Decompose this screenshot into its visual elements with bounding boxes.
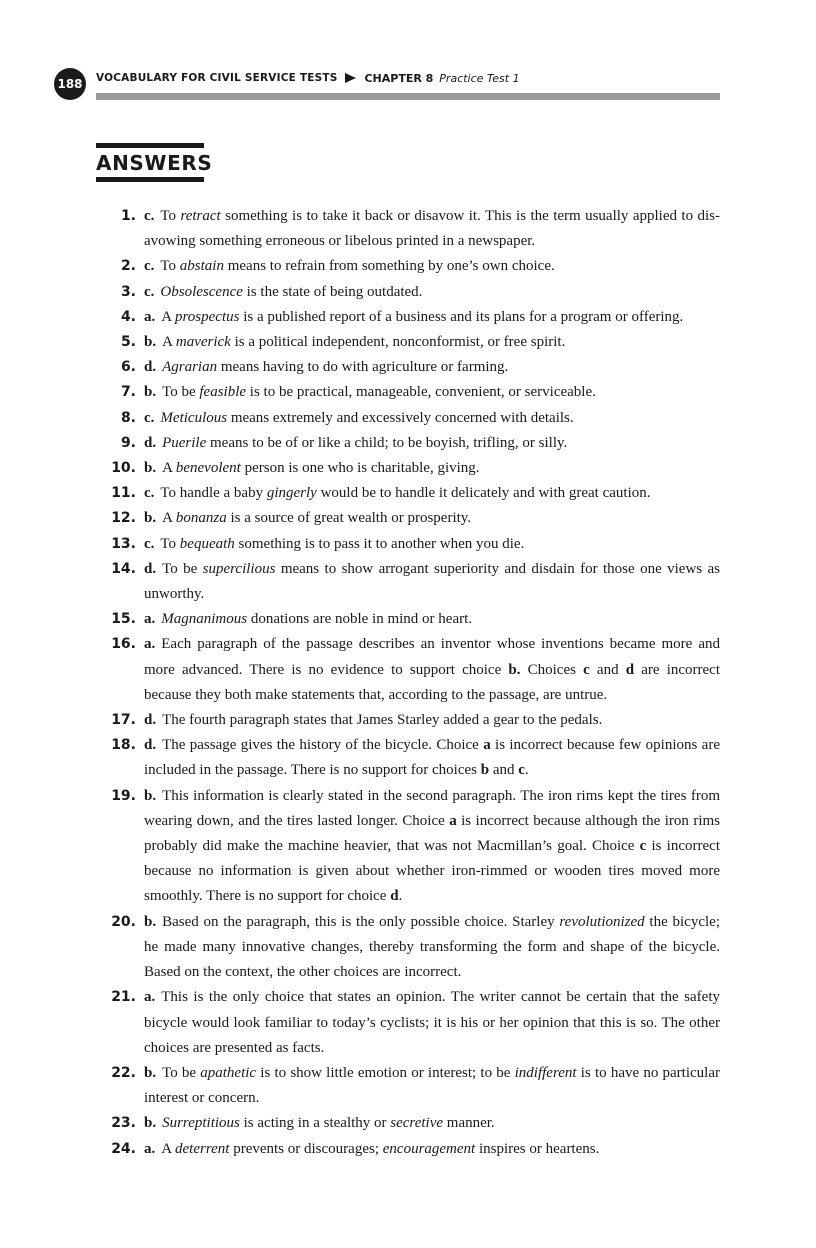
answer-item xyxy=(96,204,720,254)
answer-item xyxy=(96,910,720,986)
choice-ref: c xyxy=(518,762,525,779)
answer-text: person is one who is charitable, giving. xyxy=(240,460,480,477)
answer-text: is a published report of a business and its plans for a program or offering. xyxy=(239,308,684,325)
answer-explanation xyxy=(144,1061,720,1111)
answer-choice: b. xyxy=(144,1115,157,1132)
answer-number: 13. xyxy=(111,535,136,552)
answer-choice: b. xyxy=(144,460,157,477)
answer-choice: a. xyxy=(144,636,156,653)
section-label: Practice Test 1 xyxy=(439,71,520,85)
answer-choice: c. xyxy=(144,535,155,552)
answer-item xyxy=(96,1111,720,1136)
answer-text: is incorrect because few opinions are included in the passage. There is no support for choices xyxy=(144,737,720,779)
answer-text: something is to take it back or disavow it. This is the term usually applied to dis- avowing something erroneous or libelous printed in a newspaper. xyxy=(144,208,720,250)
answer-item xyxy=(96,456,720,481)
vocab-term: encouragement xyxy=(382,1140,476,1157)
answer-text: inspires or heartens. xyxy=(475,1140,600,1157)
answer-item xyxy=(96,330,720,355)
answer-number: 20. xyxy=(111,913,136,930)
section-heading xyxy=(96,143,213,182)
answer-explanation xyxy=(144,481,720,506)
chapter-label: CHAPTER 8 xyxy=(364,71,434,85)
triangle-arrow-icon xyxy=(345,73,356,83)
answer-explanation xyxy=(144,305,720,330)
answer-choice: c. xyxy=(144,258,155,275)
answer-item xyxy=(96,254,720,279)
answer-explanation xyxy=(144,280,720,305)
answer-explanation xyxy=(144,607,720,632)
answer-explanation xyxy=(144,506,720,531)
vocab-term: deterrent xyxy=(175,1140,230,1157)
answer-text: The fourth paragraph states that James Starley added a gear to the pedals. xyxy=(162,712,603,729)
vocab-term: revolutionized xyxy=(559,913,645,930)
answer-number: 14. xyxy=(111,560,136,577)
answer-text: is incorrect because no information is given about whether iron-rimmed or wooden tires moved more smoothly. There is no support for choice xyxy=(144,838,720,905)
answer-number: 15. xyxy=(111,611,136,628)
answer-text: . xyxy=(524,762,529,779)
vocab-term: feasible xyxy=(199,384,247,401)
answer-item xyxy=(96,557,720,607)
answer-text: A xyxy=(162,460,176,477)
vocab-term: retract xyxy=(180,208,221,224)
answer-number: 6. xyxy=(120,359,136,376)
answer-text: A xyxy=(161,308,176,325)
answer-item xyxy=(96,532,720,557)
running-head xyxy=(96,70,520,86)
answer-text: means to be of or like a child; to be boyish, trifling, or silly. xyxy=(206,434,568,451)
answer-choice: a. xyxy=(144,1140,156,1157)
answer-text: prevents or discourages; xyxy=(229,1140,383,1157)
choice-ref: b. xyxy=(508,661,521,678)
answer-item xyxy=(96,355,720,380)
answer-number: 17. xyxy=(111,712,136,729)
answer-choice: b. xyxy=(144,384,157,401)
answer-number: 3. xyxy=(120,283,136,300)
answer-item xyxy=(96,481,720,506)
answer-choice: c. xyxy=(144,283,155,300)
answer-choice: d. xyxy=(144,359,157,376)
answer-explanation xyxy=(144,406,720,431)
answer-text: This is the only choice that states an opinion. The writer cannot be certain that the safety bicycle would look familiar to today’s cyclists; it is his or her opinion that this is so. The other choices are presented as facts. xyxy=(144,989,720,1056)
answer-number: 16. xyxy=(111,636,136,653)
vocab-term: gingerly xyxy=(266,485,317,502)
answer-explanation xyxy=(144,632,720,708)
answer-choice: b. xyxy=(144,334,157,351)
answer-explanation xyxy=(144,431,720,456)
answer-text: means extremely and excessively concerned with details. xyxy=(227,409,574,426)
answer-text: means to show arrogant superiority and disdain for those one views as unworthy. xyxy=(144,560,720,603)
answer-number: 1. xyxy=(120,208,136,224)
answer-number: 24. xyxy=(111,1140,136,1157)
answer-text: means having to do with agriculture or farming. xyxy=(217,359,509,376)
answer-text: Choices xyxy=(520,661,584,678)
answer-explanation xyxy=(144,1137,720,1162)
answer-text: A xyxy=(161,1140,176,1157)
answer-choice: d. xyxy=(144,712,157,729)
page-number: 188 xyxy=(57,77,83,91)
answer-text: To be xyxy=(162,560,203,577)
answer-choice: d. xyxy=(144,434,157,451)
answer-text: To handle a baby xyxy=(160,485,267,502)
answer-text: This information is clearly stated in the second paragraph. The iron rims kept the tires from wearing down, and the tires lasted longer. Choice xyxy=(144,787,720,829)
answer-explanation xyxy=(144,1111,720,1136)
answer-text: donations are noble in mind or heart. xyxy=(247,611,473,628)
choice-ref: c xyxy=(583,661,590,678)
answer-text: is to have no particular interest or concern. xyxy=(144,1064,720,1107)
answer-number: 12. xyxy=(111,510,136,527)
choice-ref: d xyxy=(390,888,399,905)
answer-text: To xyxy=(160,258,180,275)
vocab-term: Agrarian xyxy=(162,359,218,376)
answer-choice: b. xyxy=(144,787,157,804)
answer-number: 5. xyxy=(120,334,136,351)
answer-text: is incorrect because although the iron rims probably did make the machine heavier, that was not Macmillan’s goal. Choice xyxy=(144,812,720,855)
answer-number: 7. xyxy=(120,384,136,401)
page-number-badge xyxy=(54,68,86,100)
answer-text: means to refrain from something by one’s own choice. xyxy=(223,258,555,275)
answer-text: something is to pass it to another when you die. xyxy=(234,535,525,552)
answer-text: is acting in a stealthy or xyxy=(239,1115,391,1132)
answer-number: 23. xyxy=(111,1115,136,1132)
answer-explanation xyxy=(144,708,720,733)
answer-explanation xyxy=(144,557,720,607)
answer-item xyxy=(96,784,720,910)
vocab-term: apathetic xyxy=(200,1064,257,1081)
choice-ref: c xyxy=(639,838,647,855)
answer-item xyxy=(96,305,720,330)
answer-text: To xyxy=(160,208,181,224)
answer-number: 9. xyxy=(120,434,136,451)
answer-item xyxy=(96,1137,720,1162)
answer-number: 19. xyxy=(111,787,136,804)
answer-list xyxy=(96,204,720,1162)
answer-text: is the state of being outdated. xyxy=(242,283,423,300)
answer-item xyxy=(96,607,720,632)
answer-number: 18. xyxy=(111,737,136,754)
vocab-term: Meticulous xyxy=(160,409,228,426)
answer-item xyxy=(96,985,720,1061)
answer-text: and xyxy=(589,661,626,678)
vocab-term: bonanza xyxy=(175,510,227,527)
answer-text: the bicycle; he made many innovative changes, thereby transforming the form and shape of the bicycle. Based on the context, the other choices are incorrect. xyxy=(144,913,720,981)
vocab-term: prospectus xyxy=(175,308,240,325)
answer-text: is a political independent, nonconformist, or free spirit. xyxy=(230,334,566,351)
answer-number: 10. xyxy=(111,460,136,477)
answer-text: A xyxy=(162,334,176,351)
answer-number: 22. xyxy=(111,1064,136,1081)
answer-text: is to show little emotion or interest; to be xyxy=(256,1064,515,1081)
answer-explanation xyxy=(144,784,720,910)
answer-text: manner. xyxy=(443,1115,495,1132)
answer-item xyxy=(96,708,720,733)
choice-ref: b xyxy=(480,762,490,779)
answer-choice: b. xyxy=(144,1064,157,1081)
answer-text: would be to handle it delicately and with great caution. xyxy=(316,485,651,502)
vocab-term: benevolent xyxy=(175,460,241,477)
answer-explanation xyxy=(144,456,720,481)
answer-choice: b. xyxy=(144,913,157,930)
vocab-term: maverick xyxy=(175,334,231,351)
vocab-term: Surreptitious xyxy=(162,1115,240,1132)
answer-text: are incorrect because they both make statements that, according to the passage, are untrue. xyxy=(144,661,721,703)
answer-text: and xyxy=(489,762,519,779)
header-rule xyxy=(96,93,720,100)
answer-choice: c. xyxy=(144,409,155,426)
answer-number: 8. xyxy=(120,409,136,426)
answer-text: A xyxy=(162,510,176,527)
answer-explanation xyxy=(144,204,720,254)
answer-text: To xyxy=(160,535,180,552)
answer-explanation xyxy=(144,532,720,557)
vocab-term: Obsolescence xyxy=(160,283,243,300)
answer-choice: b. xyxy=(144,510,157,527)
answer-explanation xyxy=(144,733,720,783)
answer-choice: a. xyxy=(144,308,156,325)
heading-rule-top xyxy=(96,143,204,148)
answer-text: is to be practical, manageable, convenient, or serviceable. xyxy=(246,384,596,401)
answer-number: 11. xyxy=(111,485,136,502)
answer-text: . xyxy=(398,888,403,905)
answer-text: Based on the paragraph, this is the only possible choice. Starley xyxy=(162,913,560,930)
vocab-term: Magnanimous xyxy=(161,611,248,628)
answer-choice: c. xyxy=(144,485,155,502)
answer-number: 21. xyxy=(111,989,136,1006)
vocab-term: abstain xyxy=(179,258,224,275)
vocab-term: supercilious xyxy=(202,560,276,577)
answer-choice: c. xyxy=(144,208,155,224)
answer-text: To be xyxy=(162,1064,201,1081)
choice-ref: a xyxy=(449,812,457,829)
answer-explanation xyxy=(144,355,720,380)
answer-choice: a. xyxy=(144,989,156,1006)
answer-item xyxy=(96,632,720,708)
vocab-term: Puerile xyxy=(162,434,207,451)
answer-item xyxy=(96,406,720,431)
answer-item xyxy=(96,431,720,456)
answer-explanation xyxy=(144,380,720,405)
answer-text: To be xyxy=(162,384,200,401)
vocab-term: secretive xyxy=(390,1115,444,1132)
answer-explanation xyxy=(144,910,720,986)
answer-item xyxy=(96,1061,720,1111)
answer-number: 2. xyxy=(120,258,136,275)
heading-title: ANSWERS xyxy=(96,151,213,175)
answer-item xyxy=(96,280,720,305)
answer-text: Each paragraph of the passage describes an inventor whose inventions became more and more advanced. There is no evidence to support choice xyxy=(144,636,720,678)
vocab-term: indifferent xyxy=(514,1064,577,1081)
answer-choice: d. xyxy=(144,560,157,577)
answer-item xyxy=(96,380,720,405)
answer-choice: a. xyxy=(144,611,156,628)
answer-explanation xyxy=(144,985,720,1061)
choice-ref: a xyxy=(483,737,491,754)
answer-text: is a source of great wealth or prosperity. xyxy=(226,510,472,527)
answer-number: 4. xyxy=(120,308,136,325)
answer-choice: d. xyxy=(144,737,157,754)
choice-ref: d xyxy=(625,661,635,678)
answer-explanation xyxy=(144,254,720,279)
answer-item xyxy=(96,506,720,531)
answer-item xyxy=(96,733,720,783)
vocab-term: bequeath xyxy=(179,535,235,552)
heading-rule-bottom xyxy=(96,177,204,182)
answer-text: The passage gives the history of the bicycle. Choice xyxy=(162,737,484,754)
book-title: VOCABULARY FOR CIVIL SERVICE TESTS xyxy=(96,72,338,84)
answer-explanation xyxy=(144,330,720,355)
